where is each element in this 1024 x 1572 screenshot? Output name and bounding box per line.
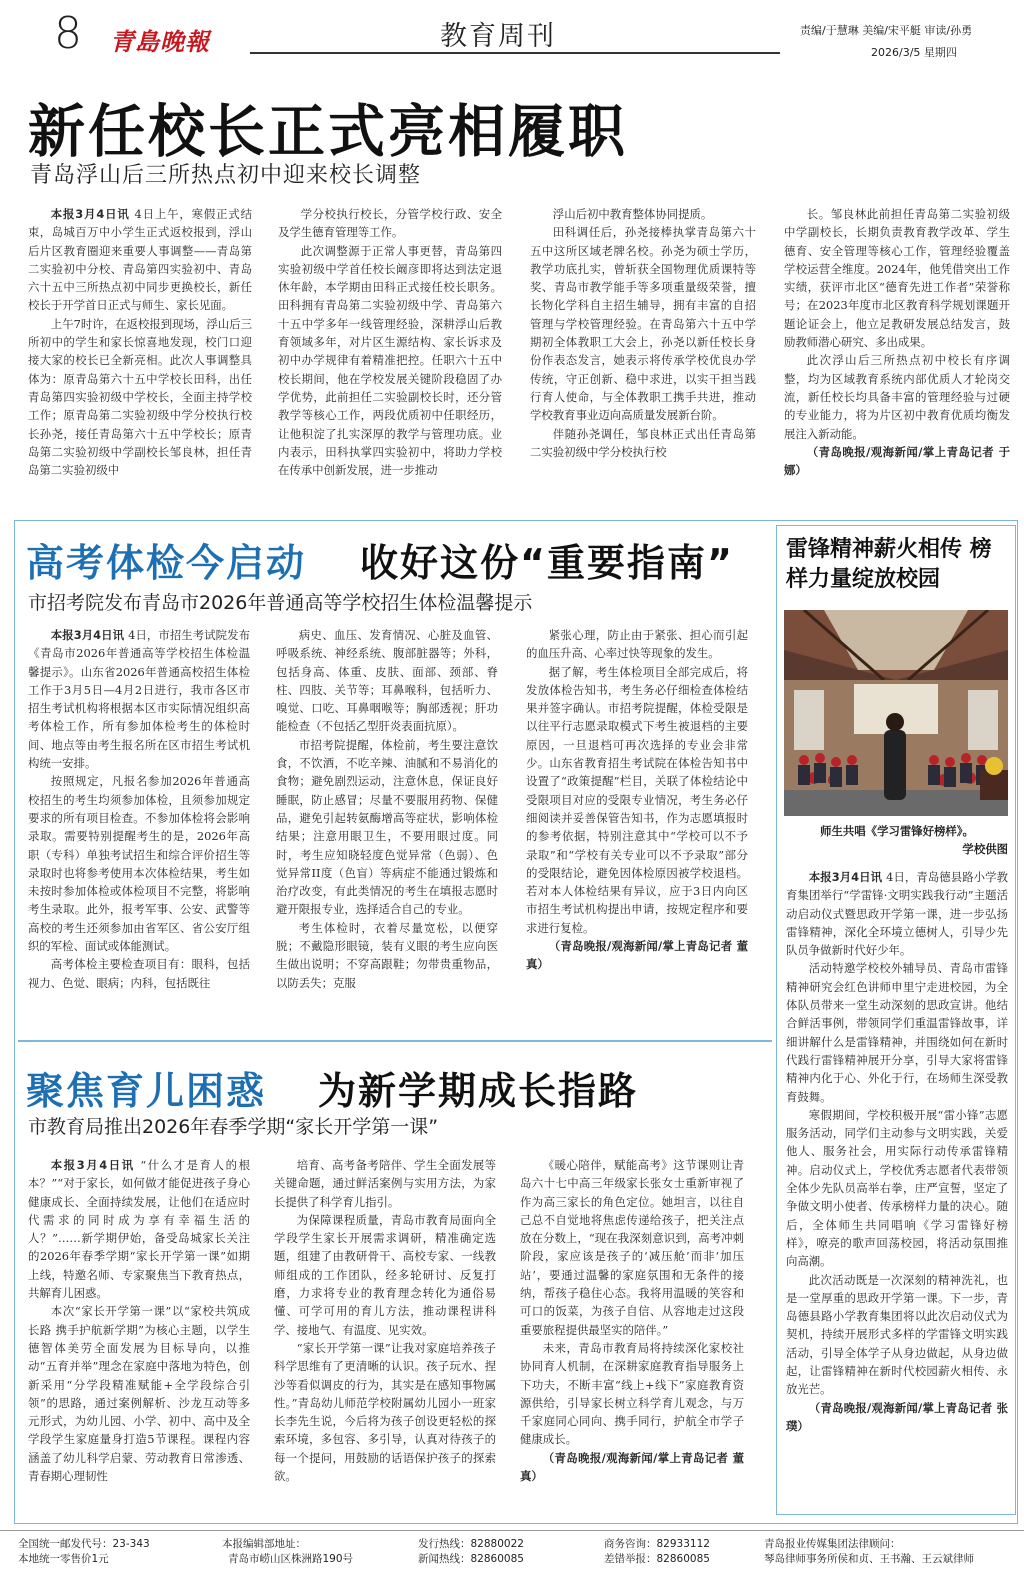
paragraph: 长。邹良林此前担任青岛第二实验初级中学副校长，长期负责教育教学改革、学生德育、安全管理等核心工作，管理经验覆盖学校运营全维度。2024年，他凭借突出工作实绩，获评市北区“德育先进工作者”荣誉称号；在2023年度市北区教育科学规划课题开题论证会上，他立足教研发展总结发言，鼓励教师潜心研究、多出成果。 [784, 207, 1010, 350]
paragraph: 此次活动既是一次深刻的精神洗礼，也是一堂厚重的思政开学第一课。下一步，青岛德县路小学教育集团将以此次启动仪式为契机，持续开展形式多样的学雷锋文明实践活动，引导全体学子从身边做起，从身边做起，让雷锋精神在新时代校园薪火相传、永放光芒。 [786, 1272, 1008, 1397]
footer [0, 1530, 1024, 1572]
footer-distribution-hotline: 发行热线：82880022 [418, 1538, 524, 1550]
article2-headline: 收好这份“重要指南” [360, 541, 734, 585]
footer-news-hotline: 新闻热线：82860085 [418, 1553, 524, 1565]
article3-column-1 [28, 1156, 250, 1506]
article3-column-3 [520, 1156, 744, 1506]
article2-column-2 [276, 626, 498, 1026]
event-photo-illustration [784, 610, 1008, 816]
masthead-rule [250, 52, 780, 54]
paragraph: 按照规定，凡报名参加2026年普通高校招生的考生均须参加体检，且须参加规定要求的所有项目检查。不参加体检将会影响录取。需要特别提醒考生的是，2026年高职（专科）单独考试招生和综合评价招生等录取时也将参考使用本次体检结果，考生如未按时参加体检或体检项目不完整，将影响考生录取。此外，报考军事、公安、武警等高校的考生还须参加由省军区、省公安厅组织的军检、面试或体能测试。 [28, 774, 250, 954]
paragraph: 本次“家长开学第一课”以“家校共筑成长路 携手护航新学期”为核心主题，以学生德智体美劳全面发展为目标导向，以推动“五育并举”理念在家庭中落地为特色，创新采用“分学段精准赋能+全学段综合引领”的思路，通过案例解析、沙龙互动等多元形式，为幼儿园、小学、初中、高中及全学段学生家庭量身打造5节课程。课程内容涵盖了幼儿科学启蒙、劳动教育日常渗透、青春期心理韧性 [28, 1304, 250, 1484]
paragraph: 高考体检主要检查项目有：眼科，包括视力、色觉、眼病；内科，包括既往 [28, 957, 250, 990]
paragraph: 病史、血压、发育情况、心脏及血管、呼吸系统、神经系统、腹部脏器等；外科，包括身高、体重、皮肤、面部、颈部、脊柱、四肢、关节等；耳鼻喉科，包括听力、嗅觉、口吃、耳鼻咽喉等；胸部透视；肝功能检查（不包括乙型肝炎表面抗原）。 [276, 628, 498, 734]
article1-headline: 新任校长正式亮相履职 [28, 99, 628, 165]
footer-legal-label: 青岛报业传媒集团法律顾问： [764, 1538, 901, 1550]
article2-column-1 [28, 626, 250, 1026]
article2-headline-accent: 高考体检今启动 [26, 541, 307, 585]
dateline: 本报3月4日讯 [50, 628, 129, 642]
footer-postal-code: 全国统一邮发代号：23-343 [18, 1538, 150, 1550]
paragraph: 伴随孙尧调任，邹良林正式出任青岛第二实验初级中学分校执行校 [530, 426, 756, 459]
newspaper-logo: 青島晚報 [110, 27, 210, 56]
dateline: 本报3月4日讯 [50, 207, 135, 221]
byline: （青岛晚报/观海新闻/掌上青岛记者 于娜） [784, 444, 1010, 478]
footer-address-label: 本报编辑部地址： [222, 1538, 306, 1550]
article1-column-2 [278, 205, 502, 501]
paragraph: 此次浮山后三所热点初中校长有序调整，均为区域教育系统内部优质人才轮岗交流，新任校长均具备丰富的管理经验与过硬的专业能力，将为片区初中教育优质均衡发展注入新动能。 [784, 353, 1010, 441]
paragraph: 培育、高考备考陪伴、学生全面发展等关键命题，通过鲜活案例与实用方法，为家长提供了科学育儿指引。 [274, 1158, 496, 1209]
article1-column-3 [530, 205, 756, 501]
article3-headline: 为新学期成长指路 [318, 1069, 639, 1113]
footer-postal [18, 1537, 150, 1567]
article3-headline-accent: 聚焦育儿困惑 [26, 1069, 267, 1113]
dateline: 本报3月4日讯 [50, 1158, 141, 1172]
footer-business-hotline: 商务咨询：82933112 [604, 1538, 710, 1550]
article1-column-1 [28, 205, 252, 501]
paragraph: 本报3月4日讯 4日上午，寒假正式结束，岛城百万中小学生正式返校报到，浮山后片区教育圈迎来重要人事调整——青岛第二实验初中分校、青岛第四实验初中、青岛六十五中三所热点初中同步更换校长，新任校长于开学首日正式与师生、家长见面。 [28, 207, 252, 313]
article3-subhead: 市教育局推出2026年春季学期“家长开学第一课” [28, 1116, 439, 1138]
article2-subhead: 市招考院发布青岛市2026年普通高等学校招生体检温馨提示 [28, 592, 533, 614]
article2-column-3 [526, 626, 748, 1026]
issue-date: 2026/3/5 星期四 [871, 46, 957, 59]
editor-credits: 责编/于慧琳 美编/宋平艇 审读/孙勇 [800, 24, 973, 37]
article1-subhead: 青岛浮山后三所热点初中迎来校长调整 [30, 163, 422, 188]
photo-caption-text: 师生共唱《学习雷锋好榜样》。 [820, 824, 974, 838]
photo-credit: 学校供图 [962, 842, 1008, 856]
paragraph: 上午7时许，在返校报到现场，浮山后三所初中的学生和家长惊喜地发现，校门口迎接大家的校长已全新亮相。此次人事调整具体为：原青岛第六十五中学校长田科，出任青岛第四实验初级中学校长，全面主持学校工作；原青岛第二实验初级中学分校执行校长孙尧，接任青岛第六十五中学校长；原青岛第二实验初级中学副校长邹良林，担任青岛第二实验初级中 [28, 316, 252, 478]
paragraph: 活动特邀学校校外辅导员、青岛市雷锋精神研究会红色讲师申里宁走进校园，为全体队员带来一堂生动深刻的思政宣讲。他结合鲜活事例，带领同学们重温雷锋故事，详细讲解什么是雷锋精神，并围绕如何在新时代践行雷锋精神展开分享，引导大家将雷锋精神内化于心、外化于行，在场师生深受教育鼓舞。 [786, 961, 1008, 1104]
byline: （青岛晚报/观海新闻/掌上青岛记者 董真） [520, 1450, 744, 1484]
paragraph: 为保障课程质量，青岛市教育局面向全学段学生家长开展需求调研，精准确定选题，组建了由教研骨干、高校专家、一线教师组成的工作团队，经多轮研讨、反复打磨，力求将专业的教育理念转化为通俗易懂、可学可用的育儿方法，推动课程讲科学、接地气、有温度、见实效。 [274, 1212, 496, 1337]
byline: （青岛晚报/观海新闻/掌上青岛记者 张璞） [786, 1400, 1008, 1433]
sidebar-body [786, 868, 1008, 1508]
section-title: 教育周刊 [440, 21, 556, 52]
article3-column-2 [274, 1156, 496, 1506]
paragraph: 据了解，考生体检项目全部完成后，将发放体检告知书，考生务必仔细检查体检结果并签字确认。市招考院提醒，体检受限是以往平行志愿录取模式下考生被退档的主要原因，一旦退档可再次选择的专业会非常少。山东省教育招生考试院在体检告知书中设置了“政策提醒”栏目，关联了体检结论中受限项目对应的受限专业情况，考生务必仔细阅读并妥善保管告知书，作为志愿填报时的参考依据，特别注意其中“学校可以不予录取”和“学校有关专业可以不予录取”部分的受限结论，避免因体检原因被学校退档。若对本人体检结果有异议，应于3日内向区市招生考试机构提出申请，按规定程序和要求进行复检。 [526, 664, 748, 935]
footer-address [222, 1537, 353, 1567]
paragraph: 考生体检时，衣着尽量宽松，以便穿脱；不戴隐形眼镜，装有义眼的考生应向医生做出说明；不穿高跟鞋；勿带贵重物品，以防丢失；克服 [276, 920, 498, 990]
paragraph: 田科调任后，孙尧接棒执掌青岛第六十五中这所区域老牌名校。孙尧为硕士学历，教学功底扎实，曾斩获全国物理优质课特等奖、青岛市教学能手等多项重量级荣誉，擅长物化学科自主招生辅导，拥有丰富的自招管理与学校管理经验。在青岛第六十五中学期初全体教职工大会上，孙尧以新任校长身份作表态发言，她表示将传承学校优良办学传统，守正创新、稳中求进，以实干担当践行育人使命，与全体教职工携手共进，推动学校教育事业迈向高质量发展新台阶。 [530, 225, 756, 423]
sidebar-headline: 雷锋精神薪火相传 榜样力量绽放校园 [786, 537, 992, 592]
event-photo [784, 610, 1008, 816]
paragraph: 此次调整源于正常人事更替，青岛第四实验初级中学首任校长阚彦即将达到法定退休年龄，本学期由田科正式接任校长职务。田科拥有青岛第二实验初级中学、青岛第六十五中学多年一线管理经验，深耕浮山后教育领域多年，对片区生源结构、家长诉求及初中办学规律有着精准把控。任职六十五中校长期间，他在学校发展关键阶段稳固了办学优势，此前担任二实验副校长时，还分管教学等核心工作，两段优质初中任职经历，让他积淀了扎实深厚的教学与管理功底。业内表示，田科执掌四实验初中，将助力学校在传承中创新发展，进一步推动 [278, 243, 502, 478]
paragraph: 《暖心陪伴，赋能高考》这节课则让青岛六十七中高三年级家长张女士重新审视了作为高三家长的角色定位。她坦言，以往自己总不自觉地将焦虑传递给孩子，把关注点放在分数上，“现在我深刻意识到，高考冲刺阶段，家应该是孩子的‘减压舱’而非‘加压站’，要通过温馨的家庭氛围和无条件的接纳，帮孩子稳住心态。我将用温暖的笑容和可口的饭菜，为孩子自信、从容地走过这段重要旅程提供最坚实的陪伴。” [520, 1158, 744, 1337]
footer-hotlines [418, 1537, 524, 1567]
paragraph: 本报3月4日讯 “什么才是育人的根本？”“对于家长，如何做才能促进孩子身心健康成长、全面持续发展，让他们在适应时代需求的同时成为享有幸福生活的人？”……新学期伊始，备受岛城家长关注的2026年春季学期“家长开学第一课”如期上线，特邀名师、专家聚焦当下教育热点，共解育儿困惑。 [28, 1158, 250, 1301]
footer-business [604, 1537, 710, 1567]
paragraph: 市招考院提醒，体检前，考生要注意饮食，不饮酒，不吃辛辣、油腻和不易消化的食物；避免剧烈运动，注意休息，保证良好睡眠，防止感冒；尽量不要服用药物、保健品，避免引起转氨酶增高等症状，影响体检结果；注意用眼卫生，不要用眼过度。同时，考生应知晓轻度色觉异常（色弱）、色觉异常II度（色盲）等病症不能通过锻炼和治疗改变，有此类情况的考生在填报志愿时避开限报专业，选择适合自己的专业。 [276, 737, 498, 917]
article1-column-4 [784, 205, 1010, 501]
paragraph: “家长开学第一课”让我对家庭培养孩子科学思维有了更清晰的认识。孩子玩水、捏沙等看似调皮的行为，其实是在感知事物属性。”青岛幼儿师范学校附属幼儿园小一班家长李先生说，今后将为孩子创设更轻松的探索环境，多包容、多引导，认真对待孩子的每一个提问，用鼓励的话语保护孩子的探索欲。 [274, 1340, 496, 1484]
footer-address-text: 青岛市崂山区株洲路190号 [228, 1553, 354, 1565]
paragraph: 未来，青岛市教育局将持续深化家校社协同育人机制，在深耕家庭教育指导服务上下功夫，不断丰富“线上+线下”家庭教育资源供给，引导家长树立科学育儿观念，与万千家庭同心同向、携手同行，护航全市学子健康成长。 [520, 1340, 744, 1447]
paragraph: 浮山后初中教育整体协同提质。 [552, 207, 713, 221]
footer-legal-text: 琴岛律师事务所侯和贞、王书瀚、王云斌律师 [764, 1553, 974, 1565]
footer-price: 本地统一零售价1元 [18, 1553, 109, 1565]
paragraph: 本报3月4日讯 4日，青岛德县路小学教育集团举行“学雷锋·文明实践我行动”主题活动启动仪式暨思政开学第一课，进一步弘扬雷锋精神，深化全环境立德树人，引导少先队员争做新时代好少年。 [786, 870, 1008, 958]
page-number: 8 [54, 8, 82, 59]
dateline: 本报3月4日讯 [808, 870, 887, 884]
section-divider [18, 1040, 772, 1042]
photo-caption [786, 822, 1008, 858]
paragraph: 紧张心理，防止由于紧张、担心而引起的血压升高、心率过快等现象的发生。 [526, 628, 748, 661]
paragraph: 学分校执行校长，分管学校行政、安全及学生德育管理等工作。 [278, 207, 502, 240]
paragraph: 本报3月4日讯 4日，市招生考试院发布《青岛市2026年普通高等学校招生体检温馨提示》。山东省2026年普通高校招生体检工作于3月5日—4月2日进行，我市各区市招生考试机构将根据本区市实际情况组织高考体检工作，所有参加体检考生的体检时间、地点等由考生报名所在区市招生考试机构统一安排。 [28, 628, 250, 771]
footer-legal [764, 1537, 974, 1567]
byline: （青岛晚报/观海新闻/掌上青岛记者 董真） [526, 939, 748, 972]
paragraph: 寒假期间，学校积极开展“雷小锋”志愿服务活动，同学们主动参与文明实践，关爱他人、服务社会，用实际行动传承雷锋精神。启动仪式上，学校优秀志愿者代表带领全体少先队员高举右拳，庄严宣誓，坚定了争做文明小使者、传承榜样力量的决心。随后，全体师生共同唱响《学习雷锋好榜样》，嘹亮的歌声回荡校园，将活动氛围推向高潮。 [786, 1107, 1008, 1269]
footer-complaint-hotline: 差错举报：82860085 [604, 1553, 710, 1565]
